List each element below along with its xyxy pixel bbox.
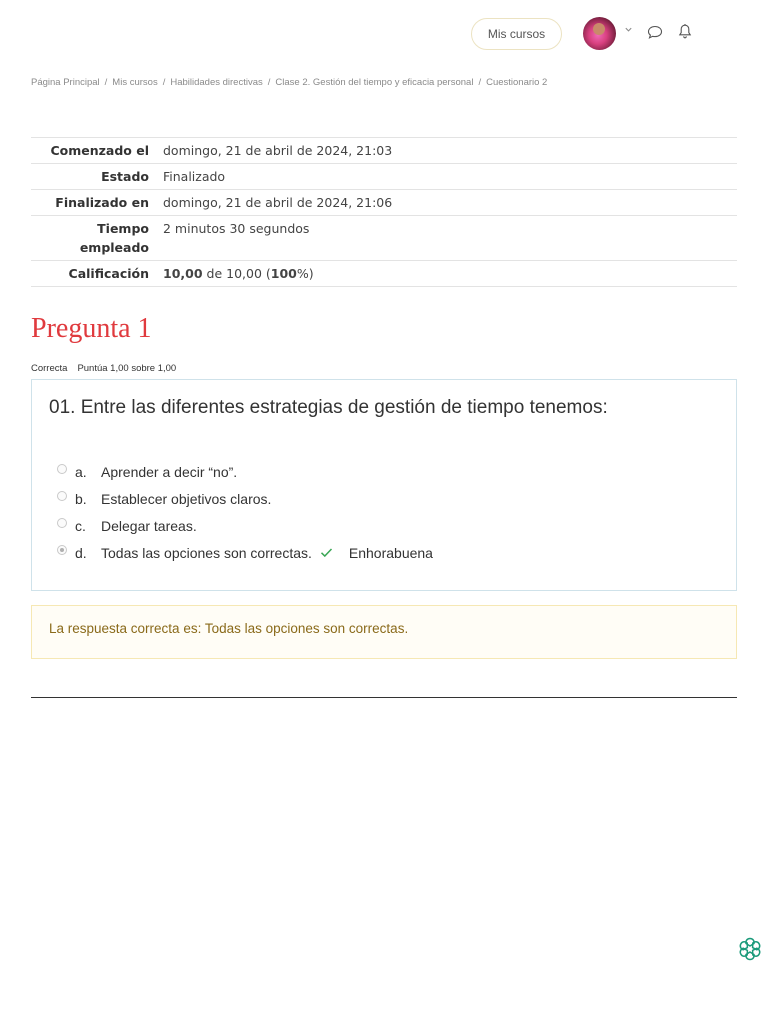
breadcrumb-quiz[interactable]: Cuestionario 2	[486, 77, 548, 88]
answer-text: Todas las opciones son correctas.	[101, 544, 312, 561]
breadcrumb-section[interactable]: Clase 2. Gestión del tiempo y eficacia personal	[275, 77, 474, 88]
answer-option-c	[57, 512, 433, 539]
summary-row-started	[31, 138, 737, 164]
top-navbar	[0, 0, 768, 66]
breadcrumb-separator: /	[104, 77, 108, 88]
grade-value	[163, 264, 737, 283]
breadcrumb-separator: /	[478, 77, 482, 88]
time-label	[31, 219, 163, 257]
question-text: 01. Entre las diferentes estrategias de gestión de tiempo tenemos:	[49, 397, 608, 418]
breadcrumb-course[interactable]: Habilidades directivas	[170, 77, 263, 88]
grade-of: de 10,00 (	[202, 266, 271, 281]
correct-answer-text: La respuesta correcta es: Todas las opciones son correctas.	[49, 621, 409, 636]
grade-label: Calificación	[68, 266, 149, 281]
grade-score: 10,00	[163, 266, 203, 281]
time-label-line2: empleado	[79, 240, 149, 255]
summary-row-time	[31, 216, 737, 261]
breadcrumb-my-courses[interactable]: Mis cursos	[112, 77, 158, 88]
answer-text: Establecer objetivos claros.	[101, 490, 272, 507]
question-status: Correcta	[31, 363, 68, 374]
finished-label: Finalizado en	[55, 195, 149, 210]
avatar[interactable]	[583, 17, 616, 50]
attempt-summary-table	[31, 137, 737, 287]
question-title: Pregunta 1	[31, 313, 152, 344]
answer-radio-c[interactable]	[57, 518, 67, 528]
time-label-line1: Tiempo	[97, 221, 149, 236]
started-value: domingo, 21 de abril de 2024, 21:03	[163, 143, 393, 158]
divider	[31, 697, 737, 698]
answer-option-b	[57, 485, 433, 512]
answer-radio-a[interactable]	[57, 464, 67, 474]
state-value: Finalizado	[163, 169, 226, 184]
answer-option-a	[57, 458, 433, 485]
answer-radio-d[interactable]	[57, 545, 67, 555]
answer-feedback: Enhorabuena	[348, 544, 433, 561]
breadcrumb	[31, 77, 751, 91]
check-icon	[320, 547, 333, 558]
grade-percent: 100	[270, 266, 297, 281]
answer-list	[57, 458, 433, 566]
question-info	[31, 363, 186, 374]
bell-icon[interactable]	[677, 23, 693, 40]
correct-answer-box	[31, 605, 737, 659]
summary-row-finished	[31, 190, 737, 216]
question-points: Puntúa 1,00 sobre 1,00	[77, 363, 177, 374]
answer-radio-b[interactable]	[57, 491, 67, 501]
finished-value: domingo, 21 de abril de 2024, 21:06	[163, 195, 393, 210]
my-courses-button[interactable]: Mis cursos	[471, 18, 562, 50]
summary-row-grade	[31, 261, 737, 287]
summary-row-state	[31, 164, 737, 190]
chevron-down-icon[interactable]	[624, 25, 633, 34]
answer-text: Delegar tareas.	[101, 517, 197, 534]
question-box	[31, 379, 737, 591]
logo-icon[interactable]	[737, 936, 763, 962]
chat-icon[interactable]	[647, 24, 663, 40]
answer-option-d	[57, 539, 433, 566]
answer-letter: b.	[75, 490, 87, 507]
breadcrumb-home[interactable]: Página Principal	[31, 77, 100, 88]
state-label: Estado	[101, 169, 149, 184]
breadcrumb-separator: /	[162, 77, 166, 88]
answer-letter: a.	[75, 463, 87, 480]
started-label: Comenzado el	[50, 143, 149, 158]
answer-letter: d.	[75, 544, 87, 561]
time-value: 2 minutos 30 segundos	[163, 221, 310, 236]
answer-letter: c.	[75, 517, 86, 534]
answer-text: Aprender a decir “no”.	[101, 463, 238, 480]
grade-suffix: %)	[296, 266, 314, 281]
breadcrumb-separator: /	[267, 77, 271, 88]
